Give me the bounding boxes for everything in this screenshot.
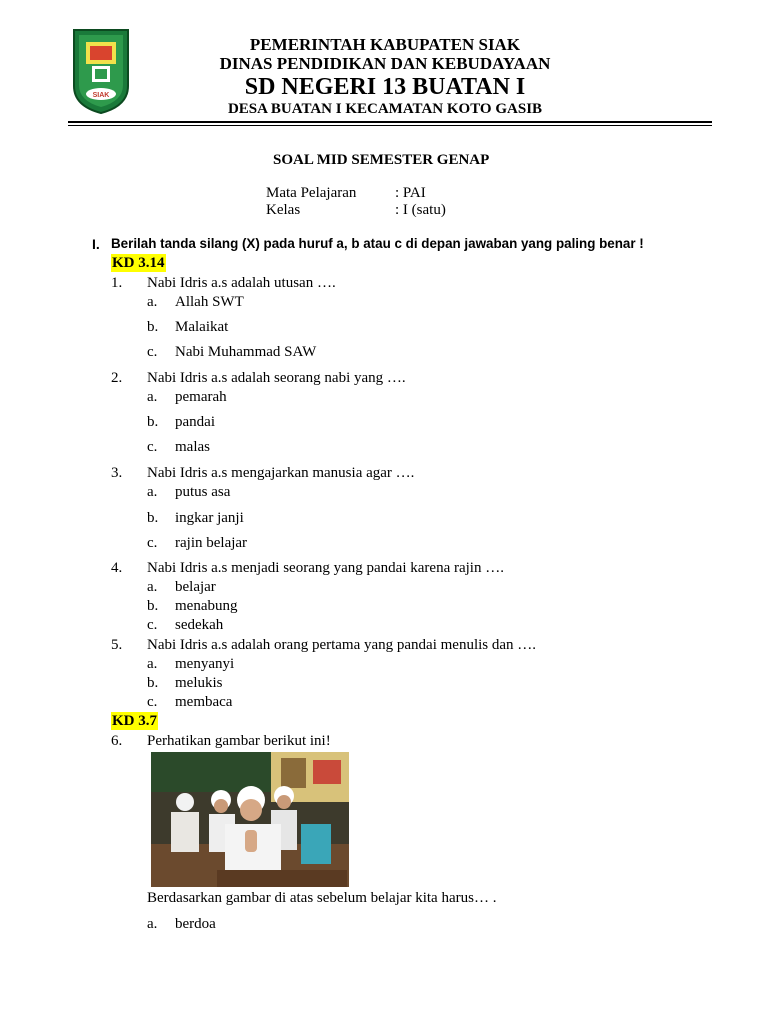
- option-letter: c.: [147, 439, 158, 455]
- option-letter: c.: [147, 344, 158, 360]
- header-line-4: DESA BUATAN I KECAMATAN KOTO GASIB: [227, 101, 543, 117]
- kd-label: KD 3.7: [112, 713, 157, 729]
- section-numeral: I.: [92, 236, 100, 252]
- option-text: melukis: [175, 675, 223, 691]
- classroom-praying-photo: [151, 752, 349, 887]
- siak-logo: [72, 28, 130, 114]
- option-text: belajar: [175, 579, 216, 595]
- header-line-2: DINAS PENDIDIKAN DAN KEBUDAYAAN: [219, 54, 551, 73]
- question-number: 3.: [111, 465, 123, 481]
- option-letter: a.: [147, 484, 158, 500]
- option-text: menyanyi: [175, 656, 235, 672]
- option-letter: b.: [147, 510, 159, 526]
- option-letter: b.: [147, 319, 159, 335]
- section-instruction: Berilah tanda silang (X) pada huruf a, b atau c di depan jawaban yang paling benar !: [111, 236, 644, 251]
- option-text: Allah SWT: [175, 294, 244, 310]
- header-rule: [68, 121, 712, 123]
- kd-label: KD 3.14: [112, 255, 165, 271]
- question-number: 1.: [111, 275, 123, 291]
- option-text: pemarah: [175, 389, 227, 405]
- option-letter: a.: [147, 579, 158, 595]
- question-number: 6.: [111, 733, 123, 749]
- option-letter: a.: [147, 294, 158, 310]
- option-letter: a.: [147, 916, 158, 932]
- option-text: Nabi Muhammad SAW: [175, 344, 317, 360]
- subject-label: Mata Pelajaran: [266, 185, 357, 201]
- question-text: Nabi Idris a.s adalah utusan ….: [147, 275, 336, 291]
- option-letter: c.: [147, 535, 158, 551]
- option-letter: a.: [147, 389, 158, 405]
- class-label: Kelas: [266, 202, 301, 218]
- exam-title: SOAL MID SEMESTER GENAP: [273, 152, 490, 168]
- option-text: pandai: [175, 414, 215, 430]
- class-value: : I (satu): [395, 202, 446, 218]
- question-text: Perhatikan gambar berikut ini!: [147, 733, 331, 749]
- option-letter: b.: [147, 675, 159, 691]
- option-letter: c.: [147, 617, 158, 633]
- question-number: 4.: [111, 560, 123, 576]
- option-text: ingkar janji: [175, 510, 244, 526]
- school-name: SD NEGERI 13 BUATAN I: [244, 74, 526, 100]
- question-text: Nabi Idris a.s adalah seorang nabi yang ….: [147, 370, 406, 386]
- option-text: membaca: [175, 694, 233, 710]
- subject-value: : PAI: [395, 185, 426, 201]
- option-text: rajin belajar: [175, 535, 248, 551]
- question-text: Nabi Idris a.s mengajarkan manusia agar ….: [147, 465, 415, 481]
- option-text: sedekah: [175, 617, 224, 633]
- option-letter: a.: [147, 656, 158, 672]
- question-number: 5.: [111, 637, 123, 653]
- header-line-1: PEMERINTAH KABUPATEN SIAK: [249, 35, 521, 54]
- logo-text: SIAK: [92, 92, 110, 99]
- option-letter: c.: [147, 694, 158, 710]
- option-text: malas: [175, 439, 210, 455]
- question-text: Nabi Idris a.s adalah orang pertama yang pandai menulis dan ….: [147, 637, 537, 653]
- option-text: Malaikat: [175, 319, 229, 335]
- question-followup: Berdasarkan gambar di atas sebelum belajar kita harus… .: [147, 890, 497, 906]
- option-letter: b.: [147, 414, 159, 430]
- option-letter: b.: [147, 598, 159, 614]
- option-text: menabung: [175, 598, 238, 614]
- header-rule-thin: [68, 125, 712, 126]
- question-number: 2.: [111, 370, 123, 386]
- option-text: putus asa: [175, 484, 231, 500]
- option-text: berdoa: [175, 916, 216, 932]
- question-text: Nabi Idris a.s menjadi seorang yang pandai karena rajin ….: [147, 560, 504, 576]
